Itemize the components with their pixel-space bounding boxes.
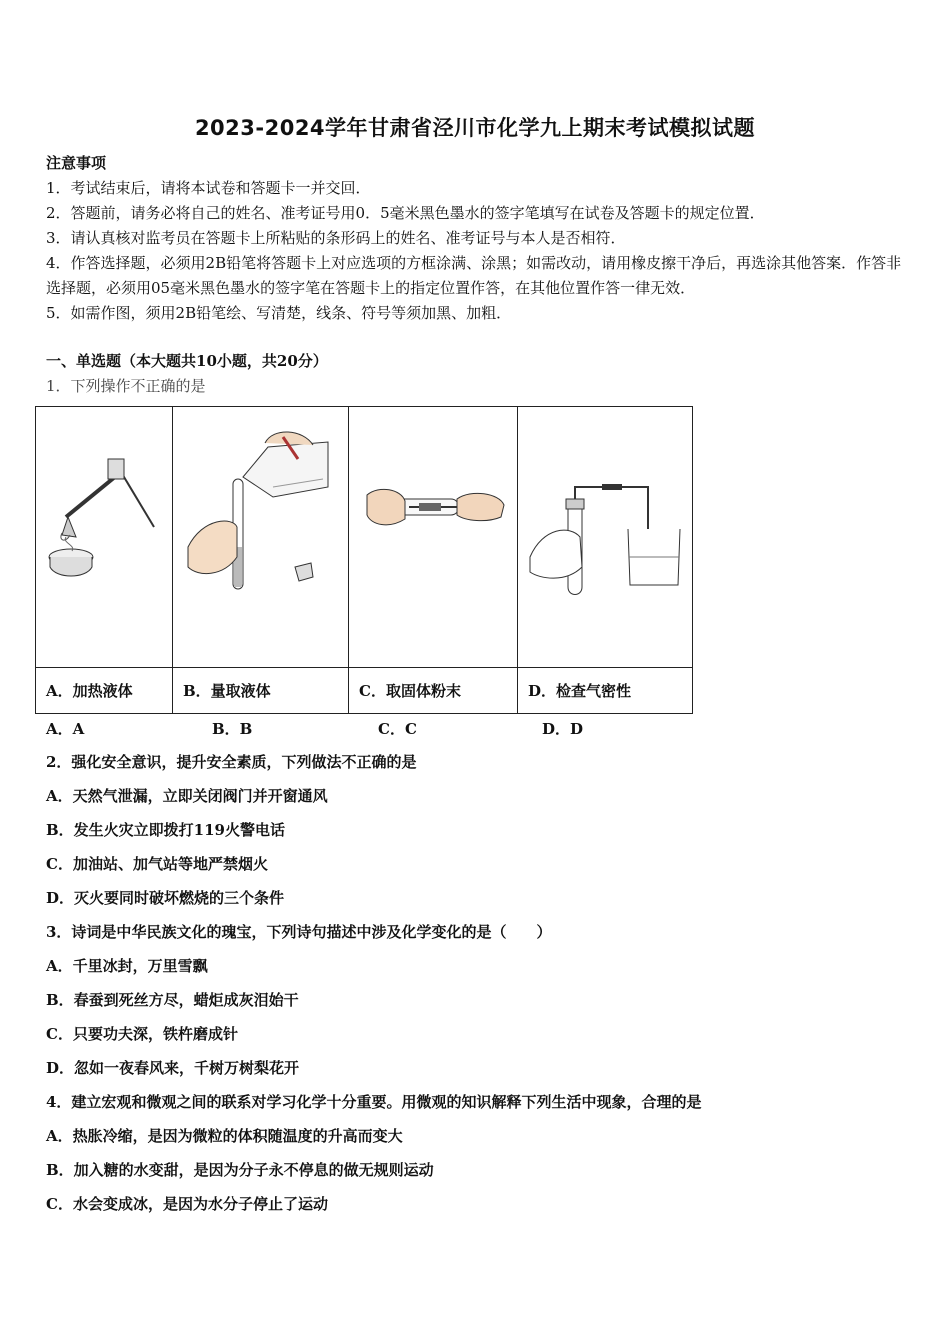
figure-taking-powder xyxy=(349,407,518,668)
question-3-option-b[interactable]: B．春蚕到死丝方尽，蜡炬成灰泪始干 xyxy=(46,991,299,1009)
taking-powder-illustration xyxy=(349,407,517,667)
question-3-stem: 3．诗词是中华民族文化的瑰宝，下列诗句描述中涉及化学变化的是（ ） xyxy=(46,923,552,941)
notice-item: 1．考试结束后，请将本试卷和答题卡一并交回． xyxy=(46,179,371,197)
choice-a[interactable]: A．A xyxy=(46,720,85,738)
question-2-option-d[interactable]: D．灭火要同时破坏燃烧的三个条件 xyxy=(46,889,285,907)
caption-a: A．加热液体 xyxy=(36,668,173,714)
question-2-option-b[interactable]: B．发生火灾立即拨打119火警电话 xyxy=(46,821,285,839)
question-3-option-c[interactable]: C．只要功夫深，铁杵磨成针 xyxy=(46,1025,238,1043)
notice-item: 4．作答选择题，必须用2B铅笔将答题卡上对应选项的方框涂满、涂黑；如需改动，请用橡皮擦干净后，再选涂其他答案．作答非选择题，必须用05毫米黑色墨水的签字笔在答题卡上的指定位置作答，在其他位置作答一律无效． xyxy=(46,254,902,297)
section-heading: 一、单选题（本大题共10小题，共20分） xyxy=(46,352,328,370)
figure-heating-liquid xyxy=(36,407,173,668)
check-airtightness-illustration xyxy=(518,407,692,667)
question-4-option-b[interactable]: B．加入糖的水变甜，是因为分子永不停息的做无规则运动 xyxy=(46,1161,434,1179)
notice-heading: 注意事项 xyxy=(46,154,107,172)
question-3-option-d[interactable]: D．忽如一夜春风来，千树万树梨花开 xyxy=(46,1059,300,1077)
heating-liquid-illustration xyxy=(36,407,172,667)
question-4-option-c[interactable]: C．水会变成冰，是因为水分子停止了运动 xyxy=(46,1195,328,1213)
choice-b[interactable]: B．B xyxy=(212,720,253,738)
caption-c: C．取固体粉末 xyxy=(349,668,518,714)
choice-c[interactable]: C．C xyxy=(378,720,417,738)
page-title: 2023-2024学年甘肃省泾川市化学九上期末考试模拟试题 xyxy=(194,116,756,140)
question-4-option-a[interactable]: A．热胀冷缩，是因为微粒的体积随温度的升高而变大 xyxy=(46,1127,403,1145)
question-2-option-c[interactable]: C．加油站、加气站等地严禁烟火 xyxy=(46,855,268,873)
figure-measuring-liquid xyxy=(173,407,349,668)
question-1-figure-table xyxy=(35,406,693,714)
figure-check-airtightness xyxy=(518,407,693,668)
notice-item: 2．答题前，请务必将自己的姓名、准考证号用0．5毫米黑色墨水的签字笔填写在试卷及答题卡的规定位置． xyxy=(46,204,765,222)
question-1-stem: 1．下列操作不正确的是 xyxy=(46,377,206,395)
choice-d[interactable]: D．D xyxy=(542,720,584,738)
caption-d: D．检查气密性 xyxy=(518,668,693,714)
caption-b: B．量取液体 xyxy=(173,668,349,714)
question-2-stem: 2．强化安全意识，提升安全素质，下列做法不正确的是 xyxy=(46,753,417,771)
notice-block xyxy=(46,151,906,326)
question-4-stem: 4．建立宏观和微观之间的联系对学习化学十分重要。用微观的知识解释下列生活中现象，合理的是 xyxy=(46,1093,702,1111)
measuring-liquid-illustration xyxy=(173,407,348,667)
question-3-option-a[interactable]: A．千里冰封，万里雪飘 xyxy=(46,957,208,975)
notice-item: 3．请认真核对监考员在答题卡上所粘贴的条形码上的姓名、准考证号与本人是否相符． xyxy=(46,229,626,247)
question-2-option-a[interactable]: A．天然气泄漏，立即关闭阀门并开窗通风 xyxy=(46,787,328,805)
notice-item: 5．如需作图，须用2B铅笔绘、写清楚，线条、符号等须加黑、加粗． xyxy=(46,304,512,322)
